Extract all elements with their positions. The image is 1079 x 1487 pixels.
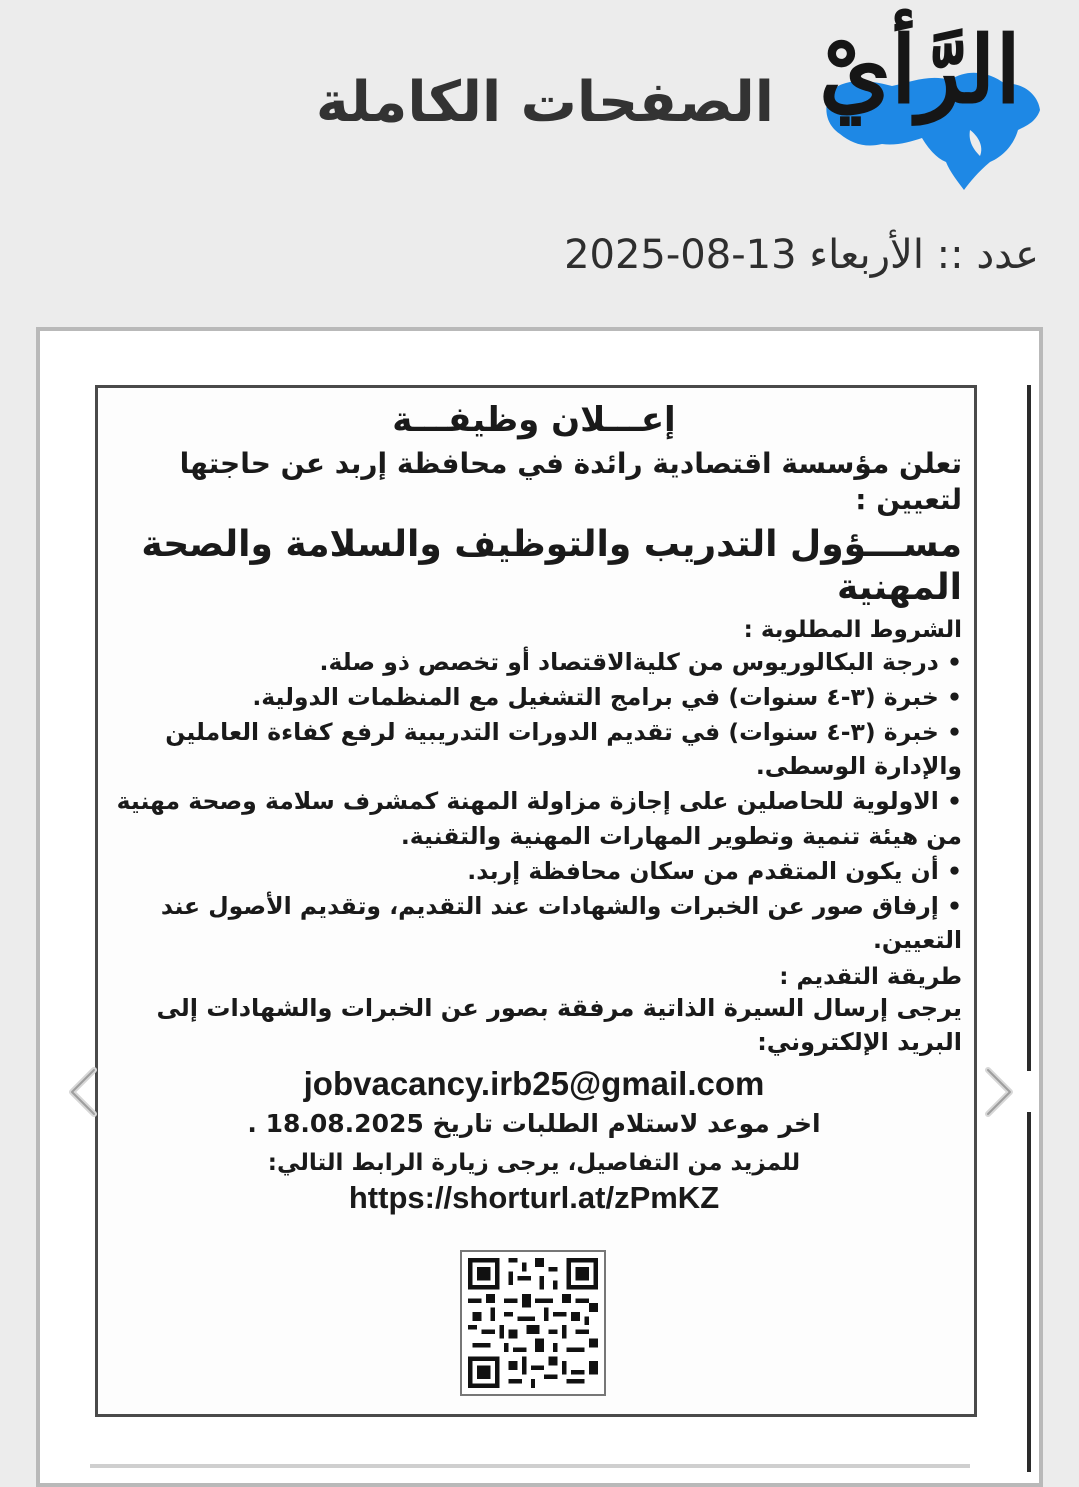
requirements-heading: الشروط المطلوبة : xyxy=(743,617,962,644)
list-item: • أن يكون المتقدم من سكان محافظة إربد. xyxy=(106,854,962,889)
ad-intro: تعلن مؤسسة اقتصادية رائدة في محافظة إربد عن حاجتها لتعيين : xyxy=(179,447,962,517)
list-item: • درجة البكالوريوس من كليةالاقتصاد أو تخصص ذو صلة. xyxy=(106,645,962,680)
requirements-list xyxy=(106,645,962,958)
logo-text: الرَّأيْ xyxy=(819,16,1021,124)
issue-date: عدد :: الأربعاء 13-08-2025 xyxy=(564,232,1039,278)
job-advertisement xyxy=(95,385,977,1417)
qr-code xyxy=(460,1250,606,1396)
ad-title: إعـــلان وظيفـــة xyxy=(392,400,676,440)
list-item: • خبرة (٣-٤ سنوات) في برامج التشغيل مع المنظمات الدولية. xyxy=(106,680,962,715)
adjacent-page-edge xyxy=(1027,385,1031,1071)
email-address: jobvacancy.irb25@gmail.com xyxy=(303,1065,765,1103)
next-page-button[interactable] xyxy=(976,1062,1022,1122)
qr-code-icon xyxy=(468,1258,598,1388)
list-item: • الاولوية للحاصلين على إجازة مزاولة المهنة كمشرف سلامة وصحة مهنية من هيئة تنمية وتطوير المهارات المهنية والتقنية. xyxy=(106,784,962,854)
chevron-left-icon xyxy=(60,1062,106,1122)
page-title: الصفحات الكاملة xyxy=(315,70,774,135)
chevron-right-icon xyxy=(976,1062,1022,1122)
list-item: • إرفاق صور عن الخبرات والشهادات عند التقديم، وتقديم الأصول عند التعيين. xyxy=(106,889,962,959)
alrai-logo[interactable] xyxy=(800,16,1050,194)
adjacent-page-edge-lower xyxy=(1027,1112,1031,1472)
page-header xyxy=(0,0,1079,278)
deadline: اخر موعد لاستلام الطلبات تاريخ 18.08.2025 . xyxy=(247,1109,821,1139)
details-text: للمزيد من التفاصيل، يرجى زيارة الرابط التالي: xyxy=(267,1150,801,1177)
apply-heading: طريقة التقديم : xyxy=(779,964,962,991)
details-url: https://shorturl.at/zPmKZ xyxy=(348,1180,720,1216)
list-item: • خبرة (٣-٤ سنوات) في تقديم الدورات التدريبية لرفع كفاءة العاملين والإدارة الوسطى. xyxy=(106,715,962,785)
previous-page-button[interactable] xyxy=(60,1062,106,1122)
ad-position: مســـؤول التدريب والتوظيف والسلامة والصحة المهنية xyxy=(141,523,962,608)
apply-text: يرجى إرسال السيرة الذاتية مرفقة بصور عن الخبرات والشهادات إلى البريد الإلكتروني: xyxy=(156,994,962,1056)
divider xyxy=(90,1464,970,1468)
